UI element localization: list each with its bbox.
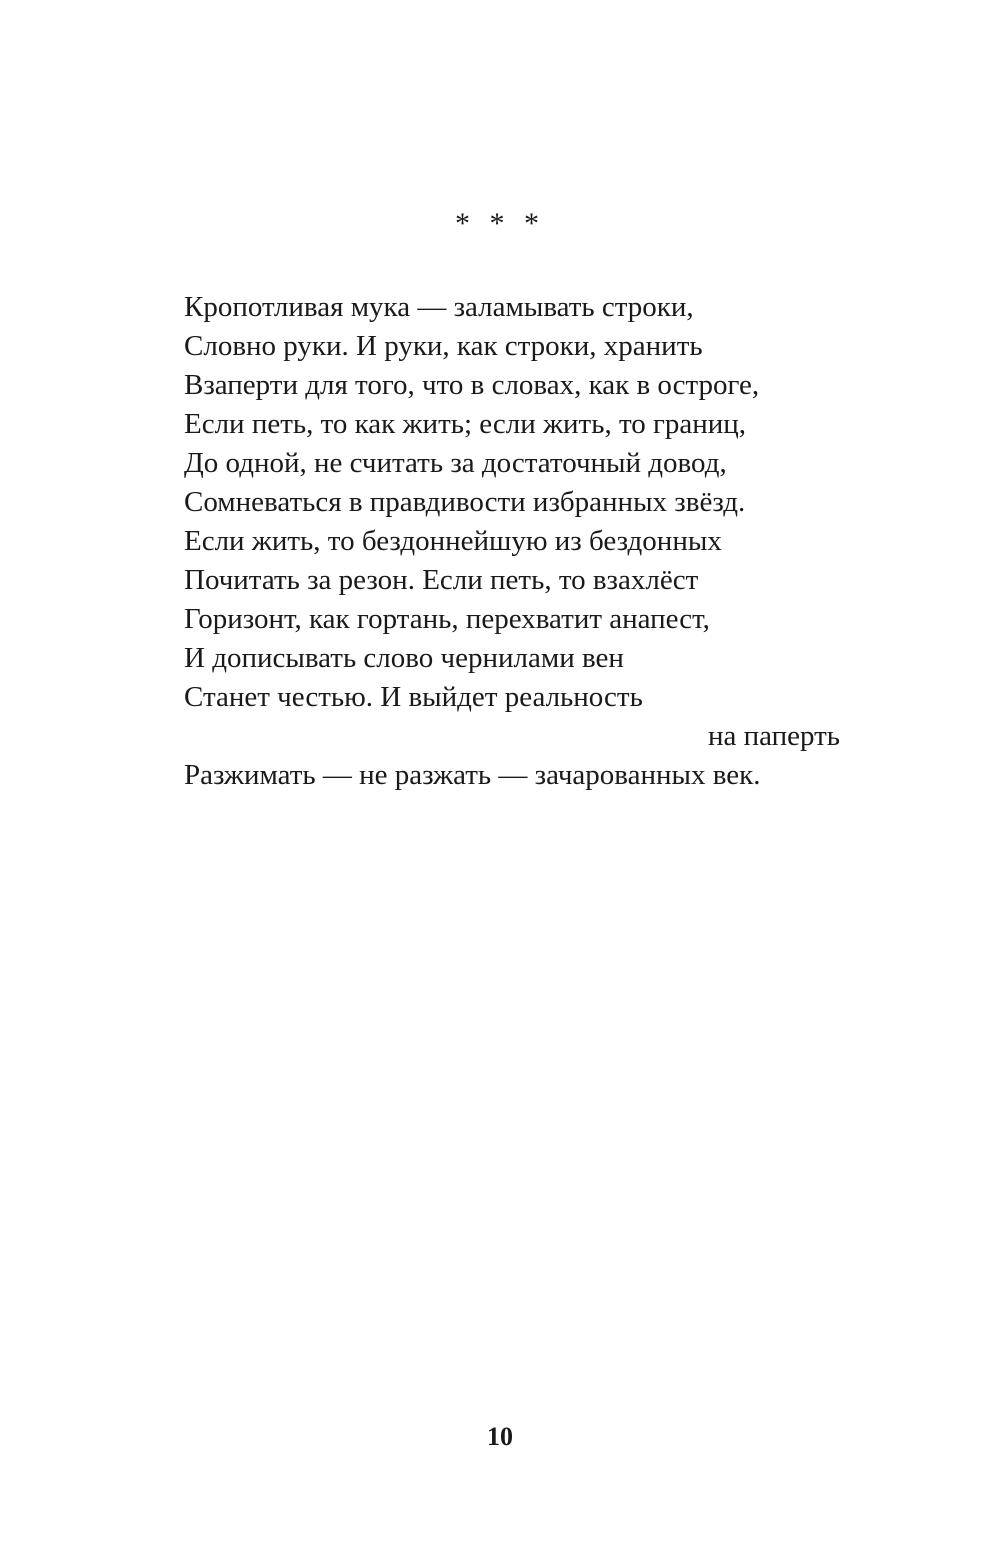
poem-line: Сомневаться в правдивости избранных звёзд. [184, 486, 746, 518]
poem-line: Почитать за резон. Если петь, то взахлёст [184, 564, 699, 596]
poem-line-continuation: на паперть [707, 720, 840, 752]
page-number: 10 [487, 1422, 513, 1451]
poem-line: Разжимать — не разжать — зачарованных век. [184, 759, 761, 791]
poem-line: Станет честью. И выйдет реальность [184, 681, 643, 713]
poem-line: Горизонт, как гортань, перехватит анапест, [184, 603, 710, 635]
poem-line: Взаперти для того, что в словах, как в остроге, [184, 369, 760, 401]
poem-line: И дописывать слово чернилами вен [184, 642, 624, 674]
poem-line: До одной, не считать за достаточный довод, [184, 447, 727, 479]
poem-line: Если жить, то бездоннейшую из бездонных [184, 525, 722, 557]
poem [184, 288, 840, 795]
poem-line: Кропотливая мука — заламывать строки, [184, 291, 694, 323]
section-ornament: * * * [455, 207, 545, 240]
poem-line: Словно руки. И руки, как строки, хранить [184, 330, 703, 362]
poem-line: Если петь, то как жить; если жить, то границ, [184, 408, 747, 440]
